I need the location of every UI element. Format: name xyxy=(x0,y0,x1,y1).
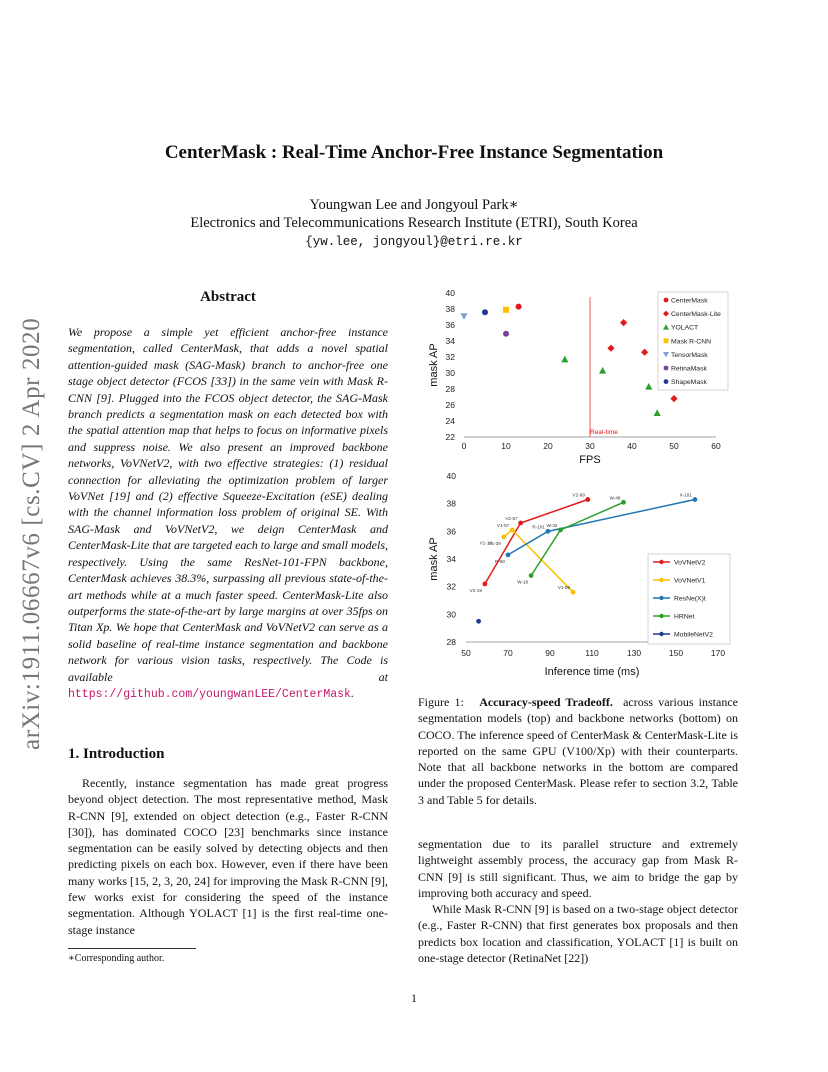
chart1-y-tick: 28 xyxy=(445,384,455,394)
chart2-legend-marker xyxy=(659,560,663,564)
chart2-point xyxy=(693,497,698,502)
chart2-y-tick: 34 xyxy=(446,554,456,564)
footnote-rule xyxy=(68,948,196,949)
chart2-point-label: V2-19 xyxy=(469,587,482,593)
code-link[interactable]: https://github.com/youngwanLEE/CenterMask xyxy=(68,687,351,701)
chart1-y-label: mask AP xyxy=(428,343,440,387)
chart1-x-tick: 50 xyxy=(669,441,679,451)
chart1-legend-label: ShapeMask xyxy=(671,379,707,387)
chart1-y-tick: 22 xyxy=(445,432,455,442)
caption-label: Figure 1: xyxy=(418,695,464,709)
chart2-legend-label: VoVNetV1 xyxy=(674,577,706,585)
right-paragraph-1: segmentation due to its parallel structure and extremely lightweight assembly process, the accuracy gap from Mask R-CNN [9] is still significant. Thus, we aim to bridge the gap by improving both accuracy and speed. xyxy=(418,837,738,900)
chart1-x-tick: 10 xyxy=(501,441,511,451)
chart2-point-label: V1-19 xyxy=(479,540,492,546)
caption-title: Accuracy-speed Tradeoff. xyxy=(479,695,613,709)
chart1-point xyxy=(620,319,627,326)
chart1-y-tick: 34 xyxy=(445,336,455,346)
chart2-legend-marker xyxy=(659,632,663,636)
chart1-x-tick: 0 xyxy=(461,441,467,451)
caption-text: across various instance segmentation models (top) and backbone networks (bottom) on COCO. The inference speed of CenterMask & CenterMask-Lite is reported on the same GPU (V100/Xp) with their counterparts. Note that all backbone networks in the bottom are compared under the proposed CenterMask. Please refer to section 3.2, Table 3 and Table 5 for details. xyxy=(418,695,738,807)
chart2-x-label: Inference time (ms) xyxy=(544,666,640,678)
chart2-point-label: R-101 xyxy=(532,524,545,530)
chart1-x-tick: 40 xyxy=(627,441,637,451)
chart1-legend-marker xyxy=(664,379,669,384)
chart1-legend-label: CenterMask xyxy=(671,297,708,305)
right-column-text xyxy=(418,836,738,966)
chart1-y-tick: 26 xyxy=(445,400,455,410)
chart1-y-tick: 30 xyxy=(445,368,455,378)
chart1-point xyxy=(599,367,606,374)
chart1-point xyxy=(670,395,677,402)
chart2-point-label: V2-57 xyxy=(505,516,518,522)
chart2-y-tick: 40 xyxy=(446,471,456,481)
affiliation: Electronics and Telecommunications Research Institute (ETRI), South Korea xyxy=(190,215,638,231)
chart1-x-label: FPS xyxy=(579,454,601,466)
chart2-point-label: V1-99 xyxy=(557,585,571,591)
chart1-point xyxy=(641,349,648,356)
section-heading-introduction: 1. Introduction xyxy=(68,746,165,762)
chart1-legend-label: YOLACT xyxy=(671,324,699,332)
right-paragraph-2: While Mask R-CNN [9] is based on a two-stage object detector (e.g., Faster R-CNN) that first generates box proposals and then predicts box location and classification, YOLACT [1] is built on one-stage detector (RetinaNet [22]) xyxy=(418,902,738,966)
chart1-point xyxy=(503,307,509,313)
chart2-legend-marker xyxy=(659,578,663,582)
chart2-point xyxy=(476,619,481,624)
figure-caption xyxy=(418,694,738,808)
chart1-y-tick: 36 xyxy=(445,320,455,330)
chart1-legend-marker xyxy=(664,338,669,343)
chart2-point xyxy=(571,590,576,595)
chart2-point xyxy=(518,521,523,526)
chart2-legend-label: VoVNetV2 xyxy=(674,559,706,567)
chart1-point xyxy=(645,383,652,390)
chart1-legend-label: Mask R-CNN xyxy=(671,338,712,346)
chart1-legend-label: CenterMask-Lite xyxy=(671,311,721,319)
arxiv-stamp: arXiv:1911.06667v6 [cs.CV] 2 Apr 2020 xyxy=(18,317,45,750)
chart2-x-tick: 110 xyxy=(585,648,599,658)
chart2-point xyxy=(483,582,488,587)
chart2-point xyxy=(546,529,551,534)
chart1-point xyxy=(516,304,522,310)
chart1-point xyxy=(482,309,488,315)
chart1-x-tick: 30 xyxy=(585,441,595,451)
chart2-x-tick: 70 xyxy=(503,648,513,658)
chart1-y-tick: 32 xyxy=(445,352,455,362)
figure-1 xyxy=(418,284,738,684)
abstract-text xyxy=(68,324,388,703)
authors: Youngwan Lee and Jongyoul Park∗ xyxy=(309,197,519,213)
abstract-body: We propose a simple yet efficient anchor-free instance segmentation, called CenterMask, that adds a novel spatial attention-guided mask (SAG-Mask) branch to anchor-free one stage object detector (FCOS [33]) in the same vein with Mask R-CNN [9]. Plugged into the FCOS object detector, the SAG-Mask branch predicts a segmentation mask on each detected box with the spatial attention map that helps to focus on informative pixels and suppress noise. We also present an improved backbone networks, VoVNetV2, with two effective strategies: (1) residual connection for alleviating the optimization problem of larger VoVNet [19] and (2) effective Squeeze-Excitation (eSE) dealing with the channel information loss problem of original SE. With SAG-Mask and VoVNetV2, we deign CenterMask and CenterMask-Lite that are targeted each to large and small models, respectively. Using the same ResNet-101-FPN backbone, CenterMask achieves 38.3%, surpassing all previous state-of-the-art methods while at a much faster speed. CenterMask-Lite also outperforms the state-of-the-art by large margins at over 35fps on Titan Xp. We hope that CenterMask and VoVNetV2 can serve as a solid baseline of real-time instance segmentation and backbone network for various vision tasks, respectively. The Code is available at xyxy=(68,325,388,684)
intro-paragraph: Recently, instance segmentation has made great progress beyond object detection. The most representative method, Mask R-CNN [9], extended on object detection (e.g., Faster R-CNN [30]), has dominated COCO [23] benchmarks since instance segmentation can be easily solved by detecting objects and then predicting pixels on each box. However, even if there have been many works [15, 2, 3, 20, 24] for improving the Mask R-CNN [9], few works exist for considering the speed of the instance segmentation. Although YOLACT [1] is the first real-time one-stage instance xyxy=(68,776,388,937)
chart1-x-tick: 20 xyxy=(543,441,553,451)
figure-1-charts xyxy=(418,284,738,684)
abstract-heading: Abstract xyxy=(200,289,256,305)
chart1-y-tick: 40 xyxy=(445,288,455,298)
chart2-y-tick: 30 xyxy=(446,609,456,620)
chart2-point-label: V2-99 xyxy=(572,492,585,498)
chart2-y-label: mask AP xyxy=(428,537,440,581)
chart1-point xyxy=(607,345,614,352)
abstract-end: . xyxy=(350,685,354,700)
chart1-legend-marker xyxy=(664,298,669,303)
chart2-legend-marker xyxy=(659,596,663,600)
chart2-point xyxy=(621,500,626,505)
chart2-legend-label: MobileNetV2 xyxy=(674,631,713,639)
chart1-point xyxy=(561,356,568,363)
chart2-series-line xyxy=(504,530,573,592)
chart2-legend-label: ResNe(X)t xyxy=(674,595,706,603)
chart2-point xyxy=(529,573,534,578)
footnote: ∗Corresponding author. xyxy=(68,953,165,964)
chart2-x-tick: 150 xyxy=(668,648,684,658)
chart2-point-label: R-50 xyxy=(495,558,505,564)
chart2-point xyxy=(585,497,590,502)
chart2-x-tick: 130 xyxy=(626,648,642,658)
chart2-series-line xyxy=(531,502,623,575)
chart1-realtime-label: Real-time xyxy=(590,429,618,436)
chart2-y-tick: 38 xyxy=(446,498,456,509)
chart2-point-label: X-101 xyxy=(679,492,692,498)
chart2-y-tick: 32 xyxy=(446,581,456,592)
chart1-point xyxy=(503,331,509,337)
paper-title: CenterMask : Real-Time Anchor-Free Instance Segmentation xyxy=(164,142,664,163)
chart1-legend-label: RetinaMask xyxy=(671,365,707,373)
chart1-legend-marker xyxy=(664,366,669,371)
chart1-point xyxy=(654,409,661,416)
chart2-point xyxy=(558,528,563,533)
chart2-legend-label: HRNet xyxy=(674,613,695,621)
chart1-x-tick: 60 xyxy=(711,441,721,451)
chart2-point-label: W-48 xyxy=(609,495,621,501)
chart1-legend-label: TensorMask xyxy=(671,351,708,359)
page-number: 1 xyxy=(411,991,417,1005)
chart2-point xyxy=(510,528,515,533)
chart1-point xyxy=(460,313,467,320)
chart1-y-tick: 38 xyxy=(445,304,455,314)
chart2-legend-marker xyxy=(659,614,663,618)
chart2-point-label: W-18 xyxy=(517,579,529,585)
chart2-x-tick: 90 xyxy=(545,648,555,658)
chart2-point-label: V1-57 xyxy=(496,522,510,528)
chart2-point xyxy=(501,534,506,539)
chart2-y-tick: 36 xyxy=(446,526,456,537)
chart2-x-tick: 50 xyxy=(461,648,471,658)
chart2-x-tick: 170 xyxy=(710,648,726,658)
chart2-point-label: V1-39 xyxy=(488,540,501,546)
emails: {yw.lee, jongyoul}@etri.re.kr xyxy=(305,235,523,249)
chart2-y-tick: 28 xyxy=(446,637,456,647)
chart2-point xyxy=(506,552,511,557)
chart2-point-label: W-32 xyxy=(546,522,558,528)
chart1-y-tick: 24 xyxy=(445,416,455,426)
